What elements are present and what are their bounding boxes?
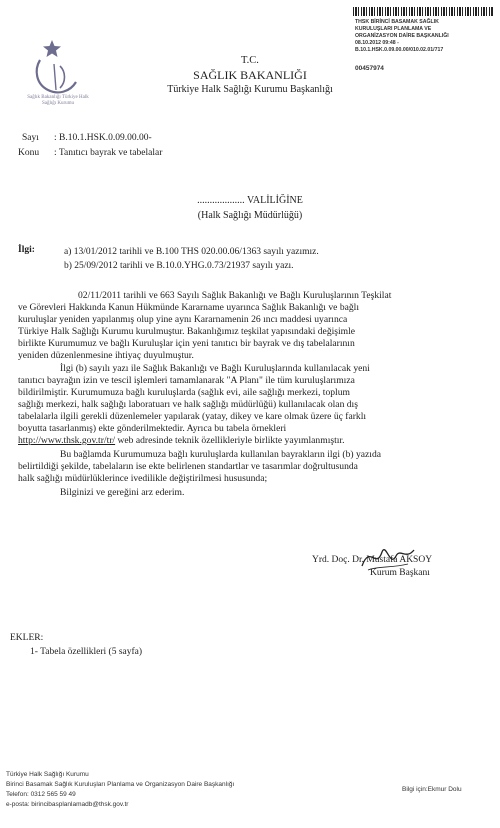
- footer-line: Birinci Basamak Sağlık Kuruluşları Planlama ve Organizasyon Daire Başkanlığı: [6, 781, 235, 788]
- body-line: birlikte Kurumumuz ve bağlı Kuruluşlar için yeni tanıtıcı bir bayrak ve dış tabelalarının: [18, 338, 355, 349]
- thsk-url-link[interactable]: http://www.thsk.gov.tr/tr/: [18, 435, 116, 446]
- body-line: boyutta tasarlanmış) ekte gönderilmektedir. Ayrıca bu tabela örnekleri: [18, 423, 287, 434]
- stamp-line: KURULUŞLARI PLANLAMA VE: [355, 26, 432, 32]
- body-line: kuruluşlar yeniden yapılanmış olup yine aynı Kararnamenin 26 ıncı maddesi uyarınca: [18, 314, 348, 325]
- konu-label: Konu: [18, 148, 40, 158]
- footer-line: e-posta: birincibasplanlamadb@thsk.gov.tr: [6, 801, 129, 808]
- body-line: bildirilmiştir. Kurumumuza bağlı kuruluşlarda (sağlık evi, aile sağlığı merkezi, toplum: [18, 387, 350, 398]
- stamp-line: 08.10.2012 09:48 -: [355, 40, 399, 46]
- ilgi-a: a) 13/01/2012 tarihli ve B.100 THS 020.00.06/1363 sayılı yazımız.: [64, 247, 319, 257]
- body-line: İlgi (b) sayılı yazı ile Sağlık Bakanlığı ve Bağlı Kuruluşlarında kullanılacak yeni: [60, 363, 370, 374]
- body-text: web adresinde teknik özellikleriyle birlikte yayımlanmıştır.: [115, 435, 345, 446]
- body-line: halk sağlığı müdürlüklerince ivedilikle değiştirilmesi hususunda;: [18, 473, 268, 484]
- stamp-line: B.10.1.HSK.0.09.00.00/010.02.01/717: [355, 47, 444, 53]
- sayi-label: Sayı: [22, 133, 39, 143]
- addressee-sub: (Halk Sağlığı Müdürlüğü): [197, 210, 303, 221]
- body-line: ve Görevleri Hakkında Kanun Hükmünde Kararname uyarınca Sağlık Bakanlığı ve bağlı: [18, 302, 359, 313]
- header-institution: Türkiye Halk Sağlığı Kurumu Başkanlığı: [167, 84, 333, 95]
- body-line: Bu bağlamda Kurumumuza bağlı kuruluşlarda kullanılan bayrakların ilgi (b) yazıda: [60, 449, 382, 460]
- footer-line: Türkiye Halk Sağlığı Kurumu: [6, 771, 89, 778]
- attachment-item: 1- Tabela özellikleri (5 sayfa): [30, 647, 143, 657]
- attachments-label: EKLER:: [10, 633, 44, 643]
- stamp-line: ORGANİZASYON DAİRE BAŞKANLIĞI: [355, 33, 449, 39]
- body-line: [18, 435, 344, 446]
- signatory-title: Kurum Başkanı: [370, 568, 430, 578]
- logo-caption: Sağlık Bakanlığı Türkiye Halk Sağlığı Kurumu: [27, 95, 89, 106]
- ilgi-b: b) 25/09/2012 tarihli ve B.10.0.YHG.0.73/21937 sayılı yazı.: [64, 261, 294, 271]
- stamp-line: THSK BİRİNCİ BASAMAK SAĞLIK: [355, 19, 439, 25]
- sayi-value: : B.10.1.HSK.0.09.00.00-: [54, 133, 152, 143]
- stamp-number: 00457974: [355, 65, 384, 72]
- body-line: belirtildiği şekilde, tabelaların ise ekte belirlenen standartlar ve tasarımlar doğrultusunda: [18, 461, 358, 472]
- body-line: sağlığı merkezi, halk sağlığı laboratuarı ve halk sağlığı müdürlüğü) kullanılacak olan dış: [18, 399, 358, 410]
- header-tc: T.C.: [241, 55, 259, 66]
- konu-value: : Tanıtıcı bayrak ve tabelalar: [54, 148, 163, 158]
- barcode-icon: [353, 7, 493, 16]
- footer-line: Telefon: 0312 565 59 49: [6, 791, 76, 798]
- body-line: tanıtıcı bayrağın izin ve tescil işlemleri tamamlanarak "A Planı" ile tüm kuruluşlarımıza: [18, 375, 355, 386]
- header-ministry: SAĞLIK BAKANLIĞI: [193, 68, 307, 82]
- body-line: tabelalarla ilgili gerekli düzenlemeler yapılarak (yatay, dikey ve kare olmak üzere üç farklı: [18, 411, 367, 422]
- ilgi-label: İlgi:: [18, 245, 35, 255]
- signatory-name: Yrd. Doç. Dr. Mustafa AKSOY: [312, 555, 433, 565]
- addressee: ................... VALİLİĞİNE: [197, 195, 303, 206]
- body-line: 02/11/2011 tarihli ve 663 Sayılı Sağlık Bakanlığı ve Bağlı Kuruluşlarının Teşkilat: [78, 290, 392, 301]
- body-line: Türkiye Halk Sağlığı Kurumu kurulmuştur. Bakanlığımız teşkilat yapısındaki değişimle: [18, 326, 356, 337]
- footer-contact: Bilgi için:Ekmur Dolu: [402, 786, 462, 793]
- body-line: yeniden düzenlenmesine ihtiyaç duyulmuştur.: [18, 350, 194, 361]
- closing-line: Bilginizi ve gereğini arz ederim.: [60, 487, 185, 498]
